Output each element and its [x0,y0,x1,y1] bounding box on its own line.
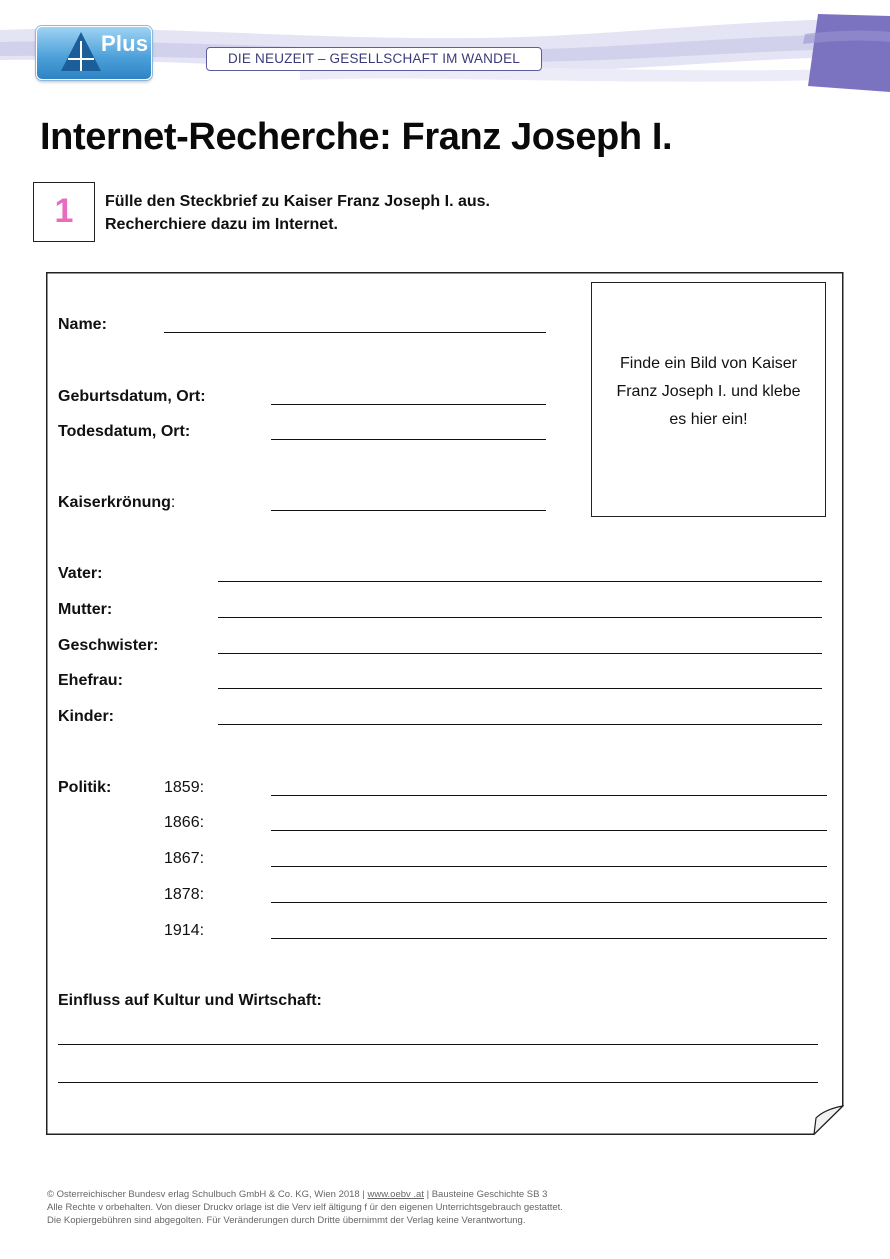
photo-instruction-line-1: Finde ein Bild von Kaiser [620,355,797,372]
task-number-box [33,182,95,242]
logo-text: Plus [101,31,149,56]
father-label: Vater: [58,565,103,582]
death-label: Todesdatum, Ort: [58,423,191,440]
page-title: Internet-Recherche: Franz Joseph I. [40,116,673,158]
mother-answer-line[interactable] [218,617,822,618]
footer-line-2: Alle Rechte v orbehalten. Von dieser Druckv orlage ist die Verv ielf ältigung f ür den eigenen Unterrichtsgebrauch gestattet. [47,1202,563,1213]
wife-label: Ehefrau: [58,672,123,689]
politics-answer-line[interactable] [271,795,827,796]
politics-answer-line[interactable] [271,830,827,831]
task-instruction-line-1: Fülle den Steckbrief zu Kaiser Franz Joseph I. aus. [105,193,490,210]
politics-year: 1859: [164,779,205,796]
photo-placeholder-box [591,282,826,517]
siblings-answer-line[interactable] [218,653,822,654]
politics-answer-line[interactable] [271,902,827,903]
father-answer-line[interactable] [218,581,822,582]
photo-instructions [592,350,825,434]
triangle-logo-icon [59,29,103,75]
publisher-link[interactable]: www.oebv .at [367,1189,424,1200]
name-label: Name: [58,316,107,333]
siblings-label: Geschwister: [58,637,159,654]
politics-year: 1867: [164,850,205,867]
politics-year: 1878: [164,886,205,903]
task-instruction-line-2: Recherchiere dazu im Internet. [105,216,338,233]
coronation-label-text: Kaiserkrönung [58,494,171,511]
politics-year: 1914: [164,922,205,939]
coronation-label [58,494,175,512]
task-instructions [105,190,490,236]
footer-line-3: Die Kopiergebühren sind abgegolten. Für Veränderungen durch Dritte übernimmt der Verlag keine Verantwortung. [47,1215,526,1226]
photo-instruction-line-2: Franz Joseph I. und klebe [616,383,801,400]
politics-answer-line[interactable] [271,866,827,867]
name-answer-line[interactable] [164,332,546,333]
footer-line-1 [47,1188,563,1201]
footer-publisher: © Osterreichischer Bundesv erlag Schulbuch GmbH & Co. KG, Wien 2018 | [47,1189,368,1200]
influence-answer-line[interactable] [58,1082,818,1083]
children-label: Kinder: [58,708,114,725]
birth-label: Geburtsdatum, Ort: [58,388,206,405]
wife-answer-line[interactable] [218,688,822,689]
politics-year: 1866: [164,814,205,831]
birth-answer-line[interactable] [271,404,546,405]
mother-label: Mutter: [58,601,113,618]
footer-book: | Bausteine Geschichte SB 3 [423,1189,548,1200]
plus-logo [36,26,152,80]
influence-label: Einfluss auf Kultur und Wirtschaft: [58,992,322,1009]
death-answer-line[interactable] [271,439,546,440]
copyright-footer [47,1188,563,1227]
influence-answer-line[interactable] [58,1044,818,1045]
politics-label: Politik: [58,779,112,796]
series-label: DIE NEUZEIT – GESELLSCHAFT IM WANDEL [206,47,542,71]
coronation-answer-line[interactable] [271,510,546,511]
photo-instruction-line-3: es hier ein! [669,411,748,428]
coronation-label-colon: : [170,494,176,511]
task-number: 1 [54,192,74,230]
politics-answer-line[interactable] [271,938,827,939]
children-answer-line[interactable] [218,724,822,725]
